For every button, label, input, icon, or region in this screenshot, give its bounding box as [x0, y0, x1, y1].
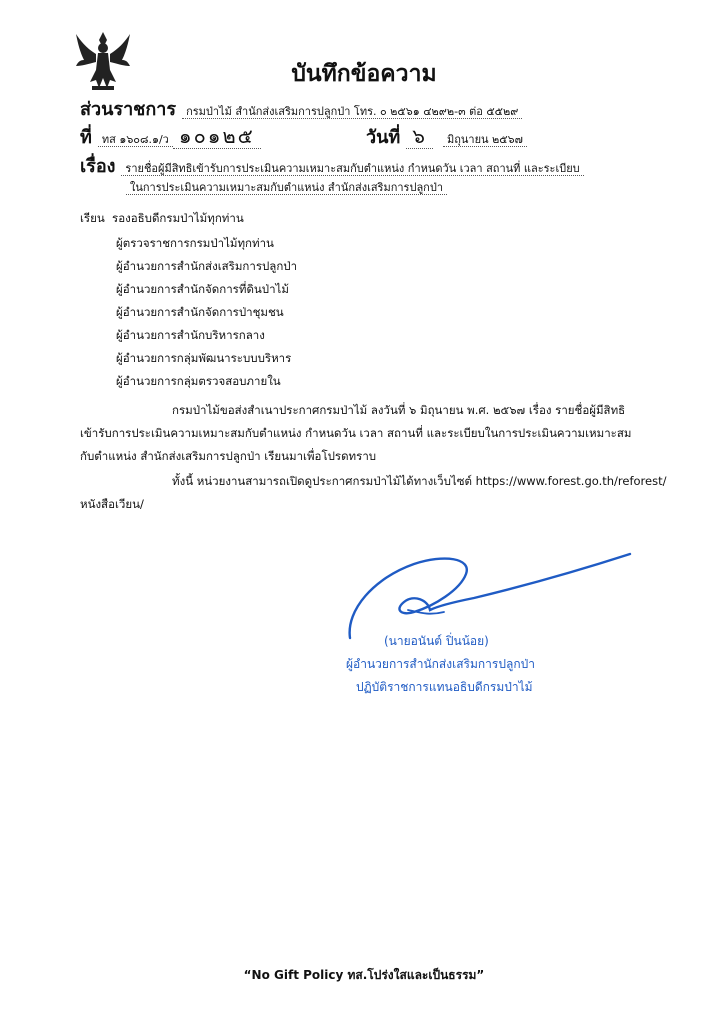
salutation-first: รองอธิบดีกรมป่าไม้ทุกท่าน: [112, 211, 244, 225]
recipient-item: ผู้อำนวยการกลุ่มพัฒนาระบบบริหาร: [116, 351, 292, 365]
agency-value: กรมป่าไม้ สำนักส่งเสริมการปลูกป่า โทร. ๐ ๒๕๖๑ ๔๒๙๒-๓ ต่อ ๕๕๒๙: [182, 105, 522, 119]
recipient-item: ผู้อำนวยการสำนักบริหารกลาง: [116, 328, 265, 342]
date-field: [366, 120, 527, 152]
recipient-item: ผู้อำนวยการสำนักจัดการป่าชุมชน: [116, 305, 284, 319]
body-paragraph-2-line-1: ทั้งนี้ หน่วยงานสามารถเปิดดูประกาศกรมป่าไม้ได้ทางเว็บไซต์ https://www.forest.go.th/reforest/: [172, 474, 667, 488]
salutation: [80, 210, 244, 228]
recipient-item: ผู้อำนวยการกลุ่มตรวจสอบภายใน: [116, 374, 281, 388]
agency-label: ส่วนราชการ: [80, 99, 177, 120]
body-paragraph-1-line-1: กรมป่าไม้ขอส่งสำเนาประกาศกรมป่าไม้ ลงวันที่ ๖ มิถุนายน พ.ศ. ๒๕๖๗ เรื่อง รายชื่อผู้มีสิทธิ: [172, 403, 626, 417]
signatory-position-1: ผู้อำนวยการสำนักส่งเสริมการปลูกป่า: [346, 657, 535, 671]
recipient-item: ผู้ตรวจราชการกรมป่าไม้ทุกท่าน: [116, 236, 274, 250]
subject-label: เรื่อง: [80, 156, 116, 177]
date-day: ๖: [406, 124, 433, 149]
recipient-item: ผู้อำนวยการสำนักจัดการที่ดินป่าไม้: [116, 282, 289, 296]
subject-continuation: [126, 178, 447, 196]
subject-line-1: รายชื่อผู้มีสิทธิเข้ารับการประเมินความเหมาะสมกับตำแหน่ง กำหนดวัน เวลา สถานที่ และระเบียบ: [121, 162, 583, 176]
salutation-label: เรียน: [80, 211, 105, 225]
signatory-name: (นายอนันต์ ปิ่นน้อย): [384, 634, 489, 648]
recipient-item: ผู้อำนวยการสำนักส่งเสริมการปลูกป่า: [116, 259, 298, 273]
reference-number: ๑๐๑๒๕: [173, 124, 261, 149]
subject-line-2: ในการประเมินความเหมาะสมกับตำแหน่ง สำนักส่งเสริมการปลูกป่า: [126, 181, 447, 195]
reference-prefix: ทส ๑๖๐๘.๑/ว: [98, 133, 173, 147]
reference-field: [80, 120, 261, 152]
reference-label: ที่: [80, 127, 92, 148]
subject-field: [80, 151, 584, 180]
footer-policy: “No Gift Policy ทส.โปร่งใสและเป็นธรรม”: [243, 968, 485, 982]
date-label: วันที่: [366, 127, 401, 148]
body-paragraph-2-line-2: หนังสือเวียน/: [80, 497, 144, 511]
body-paragraph-1-line-3: กับตำแหน่ง สำนักส่งเสริมการปลูกป่า เรียนมาเพื่อโปรดทราบ: [80, 449, 377, 463]
signatory-position-2: ปฏิบัติราชการแทนอธิบดีกรมป่าไม้: [356, 680, 533, 694]
agency-field: [80, 94, 522, 123]
body-paragraph-1-line-2: เข้ารับการประเมินความเหมาะสมกับตำแหน่ง กำหนดวัน เวลา สถานที่ และระเบียบในการประเมินความเหมาะสม: [80, 426, 632, 440]
page-title: บันทึกข้อความ: [291, 61, 437, 87]
date-month-year: มิถุนายน ๒๕๖๗: [443, 133, 527, 147]
